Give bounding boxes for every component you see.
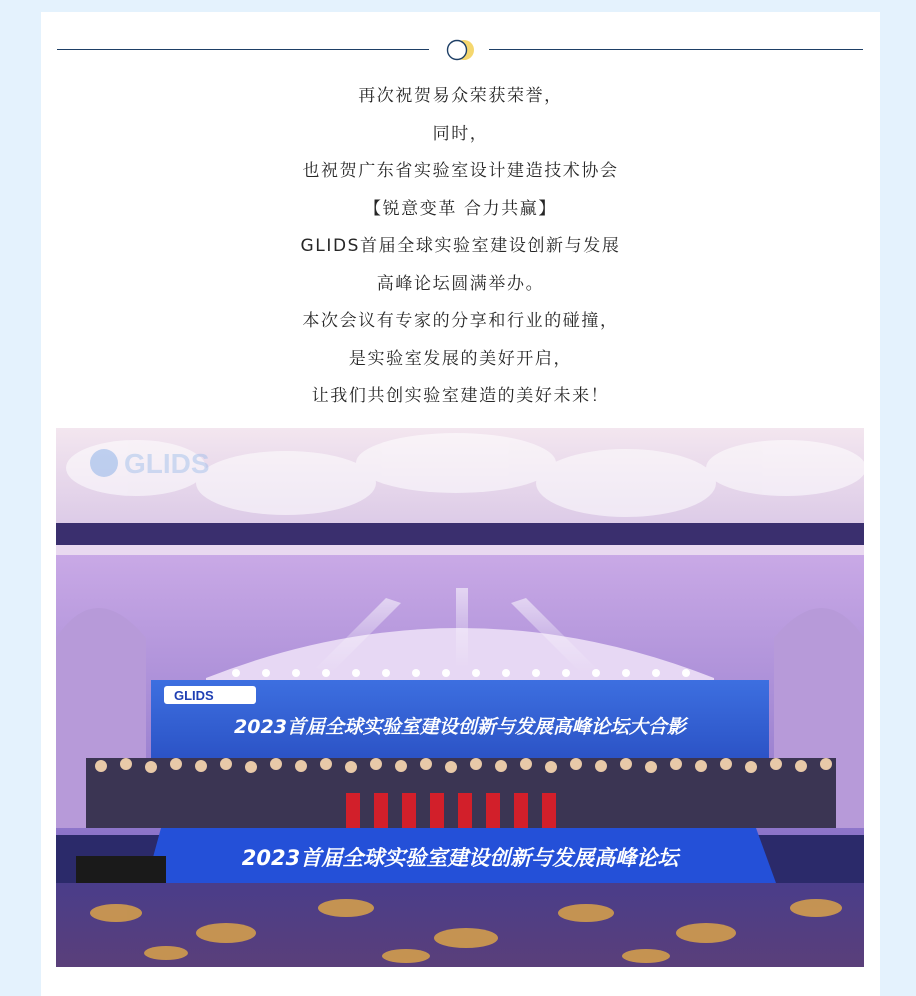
message-line: GLIDS首届全球实验室建设创新与发展 <box>300 236 621 256</box>
article-card <box>41 12 880 996</box>
message-line: 也祝贺广东省实验室设计建造技术协会 <box>302 161 619 181</box>
group-photo <box>56 428 864 967</box>
backdrop-title: 2023首届全球实验室建设创新与发展高峰论坛大合影 <box>234 716 686 738</box>
congratulation-message <box>41 78 880 416</box>
divider-line-left <box>57 49 429 50</box>
message-line: 让我们共创实验室建造的美好未来！ <box>311 386 610 406</box>
message-line: 本次会议有专家的分享和行业的碰撞， <box>302 311 619 331</box>
message-line: 【锐意变革 合力共赢】 <box>363 198 557 219</box>
crowd <box>86 758 836 833</box>
stage-banner-text: 2023首届全球实验室建设创新与发展高峰论坛 <box>241 846 679 870</box>
message-line: 是实验室发展的美好开启， <box>348 348 573 369</box>
backdrop-logo: GLIDS <box>174 688 214 703</box>
section-divider <box>57 38 863 62</box>
message-line: 同时， <box>432 123 489 144</box>
divider-line-right <box>489 49 863 50</box>
svg-text:GLIDS: GLIDS <box>124 448 210 479</box>
message-line: 高峰论坛圆满举办。 <box>376 273 545 294</box>
moon-circle-icon <box>444 39 478 61</box>
watermark-logo <box>90 448 210 479</box>
message-line: 再次祝贺易众荣获荣誉， <box>358 86 563 106</box>
